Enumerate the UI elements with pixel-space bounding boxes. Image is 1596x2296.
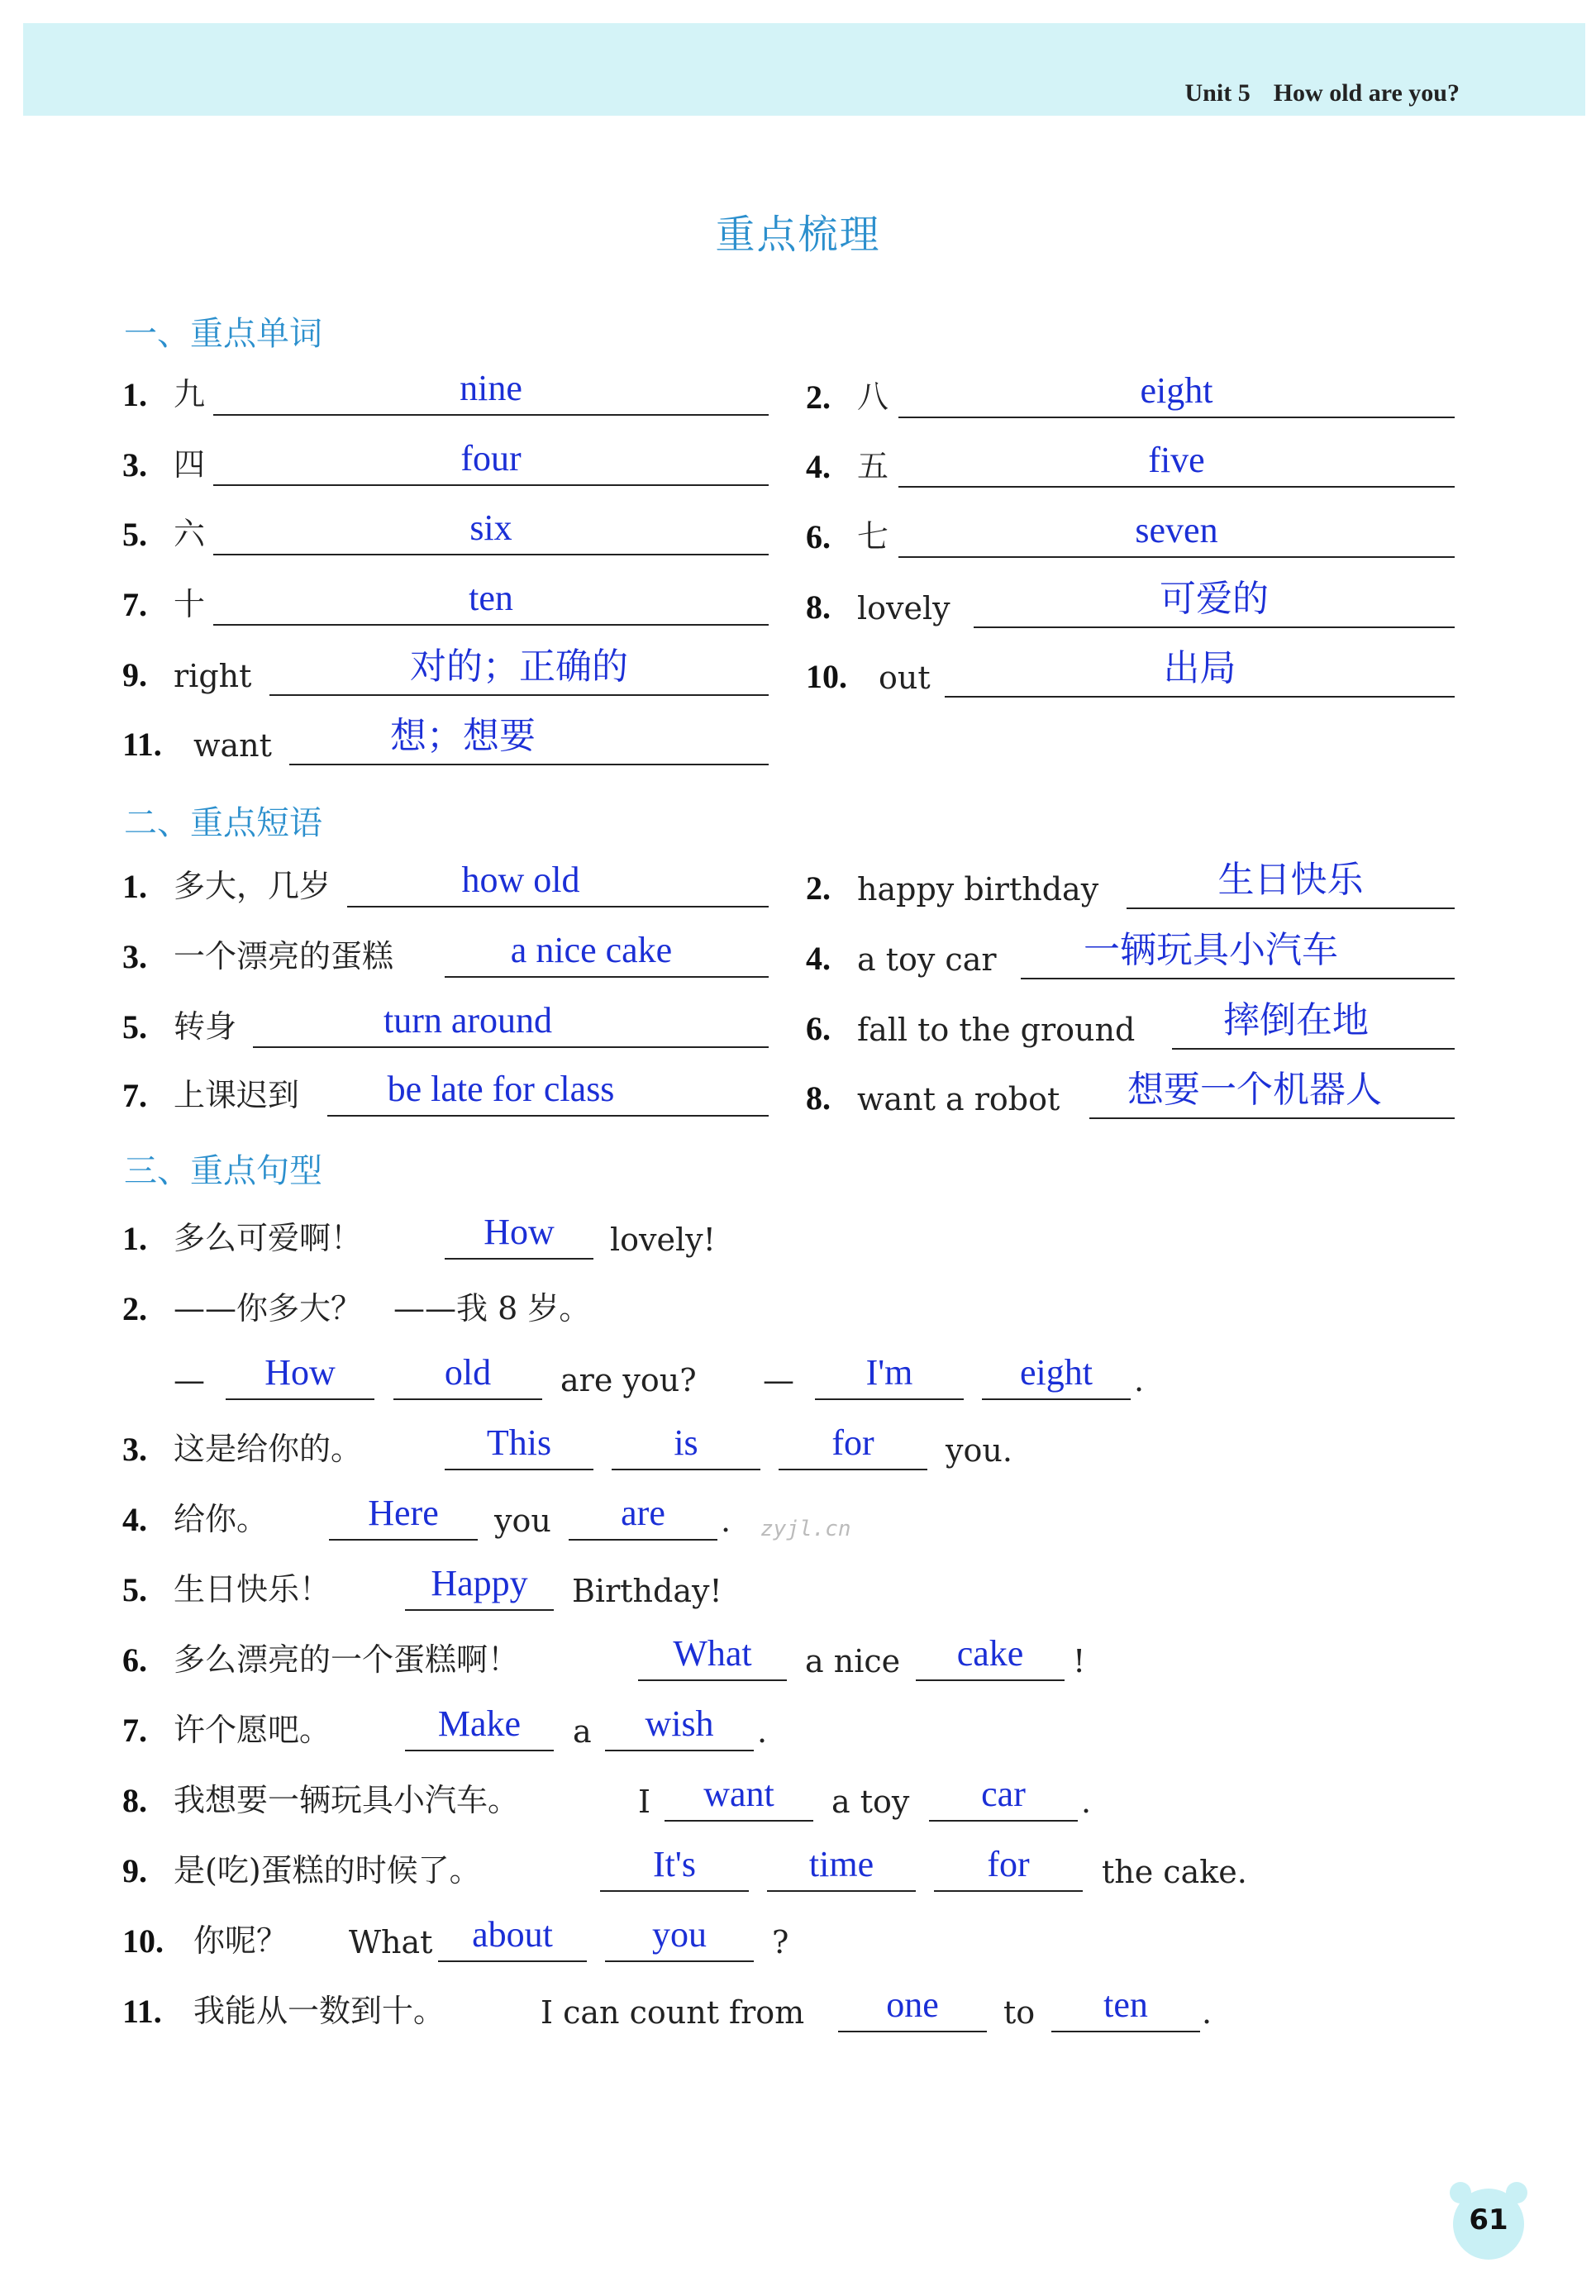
sentence-item — [122, 1628, 1527, 1691]
item-number: 6. — [122, 1641, 147, 1679]
answer-text: This — [486, 1422, 552, 1463]
answer-line — [982, 1398, 1131, 1400]
section-title-phrases: 二、重点短语 — [124, 804, 322, 842]
item-number: 4. — [122, 1501, 147, 1538]
answer-line — [1051, 2031, 1200, 2032]
answer-text: about — [472, 1914, 553, 1955]
answer-text: I'm — [865, 1352, 913, 1393]
answer-text: 摔倒在地 — [1223, 999, 1369, 1041]
sentence-chinese: 多么可爱啊！ — [174, 1220, 363, 1256]
answer-line — [605, 1960, 754, 1962]
item-number: 8. — [806, 1079, 831, 1117]
item-prompt: want — [193, 727, 272, 764]
item-number: 1. — [122, 868, 147, 905]
sentence-end: . — [721, 1503, 731, 1539]
answer-line — [329, 1539, 478, 1541]
sentence-chinese: 生日快乐！ — [174, 1571, 331, 1608]
item-number: 7. — [122, 1712, 147, 1749]
answer-line — [269, 694, 769, 696]
item-prompt: want a robot — [857, 1081, 1060, 1117]
item-number: 3. — [122, 1431, 147, 1468]
answer-text: car — [981, 1774, 1026, 1814]
answer-text: are — [621, 1493, 665, 1533]
item-number: 11. — [122, 726, 162, 763]
answer-text: time — [808, 1844, 874, 1884]
item-number: 7. — [122, 1077, 147, 1114]
sentence-text: a toy — [831, 1784, 910, 1820]
answer-text: wish — [645, 1703, 714, 1744]
answer-text: a nice cake — [510, 930, 673, 970]
sentence-chinese: 许个愿吧。 — [174, 1712, 331, 1748]
answer-text: ten — [1103, 1984, 1148, 2025]
answer-text: 想；想要 — [390, 715, 536, 757]
answer-line — [226, 1398, 374, 1400]
phrase-item — [122, 1069, 769, 1127]
sentence-text: to — [1003, 1994, 1036, 2031]
item-prompt: happy birthday — [857, 871, 1099, 907]
item-prompt: 四 — [174, 446, 206, 483]
item-number: 4. — [806, 940, 831, 977]
item-number: 10. — [122, 1922, 164, 1960]
item-prompt: out — [879, 660, 931, 696]
sentence-item — [122, 1277, 1527, 1340]
item-prompt: right — [174, 658, 252, 694]
answer-text: 可爱的 — [1160, 578, 1269, 620]
sentence-text: I can count from — [541, 1994, 805, 2031]
sentence-text: the cake. — [1102, 1854, 1247, 1890]
sentence-chinese: 我能从一数到十。 — [193, 1993, 445, 2029]
sentence-chinese: 这是给你的。 — [174, 1431, 363, 1467]
item-prompt: 转身 — [174, 1008, 237, 1045]
answer-text: nine — [460, 368, 522, 408]
answer-text: 生日快乐 — [1217, 859, 1364, 901]
answer-line — [665, 1820, 813, 1822]
answer-line — [1172, 1048, 1455, 1050]
answer-line — [289, 764, 769, 765]
dash-mark: — — [174, 1362, 205, 1398]
answer-line — [767, 1890, 916, 1892]
sentence-item — [122, 1558, 1527, 1621]
item-number: 1. — [122, 1220, 147, 1257]
item-prompt: 六 — [174, 516, 206, 552]
item-number: 9. — [122, 656, 147, 693]
sentence-item-continued — [122, 1347, 1527, 1410]
answer-text: how old — [461, 860, 580, 900]
answer-text: want — [703, 1774, 774, 1814]
sentence-text: a — [573, 1713, 592, 1750]
answer-line — [838, 2031, 987, 2032]
answer-text: turn around — [383, 1000, 553, 1041]
item-number: 5. — [122, 1008, 147, 1046]
answer-line — [898, 417, 1455, 418]
item-prompt: 八 — [857, 379, 889, 415]
phrase-item — [806, 1071, 1455, 1129]
answer-text: for — [987, 1844, 1030, 1884]
answer-line — [347, 906, 769, 907]
answer-line — [253, 1046, 769, 1048]
item-number: 10. — [806, 658, 847, 695]
answer-text: for — [831, 1422, 874, 1463]
answer-line — [898, 556, 1455, 558]
sentence-chinese: 你呢？ — [193, 1922, 288, 1959]
phrase-item — [122, 860, 769, 917]
answer-text: is — [674, 1422, 698, 1463]
item-number: 11. — [122, 1993, 162, 2030]
watermark: zyjl.cn — [760, 1517, 851, 1541]
answer-text: six — [469, 507, 512, 548]
phrase-item — [122, 1000, 769, 1058]
sentence-text: are you? — [560, 1362, 697, 1398]
answer-line — [213, 624, 769, 626]
answer-text: ten — [469, 578, 513, 618]
running-header — [1185, 79, 1460, 107]
item-number: 8. — [122, 1782, 147, 1819]
answer-text: eight — [1140, 370, 1213, 411]
item-number: 7. — [122, 586, 147, 623]
item-prompt: 七 — [857, 518, 889, 555]
sentence-item — [122, 1839, 1527, 1902]
answer-text: old — [444, 1352, 492, 1393]
section-title-sentences: 三、重点句型 — [124, 1152, 322, 1190]
item-number: 2. — [806, 869, 831, 907]
word-item — [806, 440, 1455, 498]
answer-line — [213, 414, 769, 416]
answer-text: 一辆玩具小汽车 — [1084, 929, 1338, 971]
item-number: 8. — [806, 588, 831, 626]
sentence-chinese: 给你。 — [174, 1501, 269, 1537]
item-prompt: 五 — [857, 448, 889, 484]
item-number: 5. — [122, 1571, 147, 1608]
sentence-chinese: 我想要一辆玩具小汽车。 — [174, 1782, 520, 1818]
answer-text: five — [1148, 440, 1205, 480]
item-number: 5. — [122, 516, 147, 553]
answer-line — [213, 484, 769, 486]
sentence-end: ? — [772, 1924, 789, 1960]
sentence-text: you — [494, 1503, 551, 1539]
item-number: 6. — [806, 518, 831, 555]
sentence-text: lovely! — [610, 1222, 716, 1258]
phrase-item — [806, 999, 1455, 1060]
sentence-item — [122, 1417, 1527, 1480]
sentence-end: . — [1134, 1362, 1145, 1398]
item-number: 1. — [122, 376, 147, 413]
answer-line — [600, 1890, 749, 1892]
unit-label: Unit 5 — [1184, 79, 1251, 107]
answer-line — [934, 1890, 1083, 1892]
item-prompt: 多大，几岁 — [174, 868, 331, 904]
item-prompt: lovely — [857, 590, 950, 626]
phrase-item — [806, 861, 1455, 919]
sentence-item — [122, 1909, 1527, 1972]
answer-line — [445, 976, 769, 978]
word-item — [806, 370, 1455, 428]
answer-line — [569, 1539, 717, 1541]
sentence-item — [122, 1698, 1527, 1761]
answer-line — [945, 696, 1455, 698]
word-item — [122, 717, 769, 775]
word-item — [806, 510, 1455, 568]
answer-line — [213, 554, 769, 555]
sentence-end: ! — [1073, 1643, 1086, 1679]
dash-mark: — — [763, 1362, 794, 1398]
sentence-text: What — [349, 1924, 433, 1960]
sentence-end: . — [1202, 1994, 1212, 2031]
sentence-end: . — [757, 1713, 768, 1750]
answer-line — [638, 1679, 787, 1681]
page-number-badge — [1453, 2189, 1524, 2260]
word-item — [122, 368, 769, 426]
sentence-chinese: 是(吃)蛋糕的时候了。 — [174, 1852, 481, 1889]
unit-title: How old are you? — [1273, 79, 1460, 107]
answer-line — [405, 1750, 554, 1751]
answer-line — [815, 1398, 964, 1400]
item-number: 6. — [806, 1010, 831, 1047]
answer-line — [1127, 907, 1455, 909]
item-number: 4. — [806, 448, 831, 485]
answer-line — [1089, 1117, 1455, 1119]
answer-text: 对的；正确的 — [410, 645, 628, 688]
word-item — [122, 578, 769, 636]
word-item — [122, 645, 769, 706]
word-item — [122, 507, 769, 565]
word-item — [806, 647, 1455, 707]
answer-line — [612, 1469, 760, 1470]
page-number: 61 — [1469, 2203, 1508, 2236]
answer-text: four — [460, 438, 522, 479]
answer-line — [445, 1258, 593, 1260]
item-prompt: 九 — [174, 376, 206, 412]
sentence-chinese: ——你多大？ ——我 8 岁。 — [174, 1290, 591, 1327]
sentence-text: a nice — [805, 1643, 901, 1679]
item-prompt: fall to the ground — [857, 1012, 1136, 1048]
answer-line — [605, 1750, 754, 1751]
answer-line — [445, 1469, 593, 1470]
phrase-item — [806, 931, 1455, 989]
answer-text: 出局 — [1163, 647, 1236, 689]
answer-text: you — [652, 1914, 707, 1955]
sentence-item — [122, 1207, 1527, 1269]
answer-text: be late for class — [387, 1069, 615, 1109]
answer-text: eight — [1020, 1352, 1093, 1393]
item-number: 3. — [122, 938, 147, 975]
section-title-words: 一、重点单词 — [124, 315, 322, 353]
answer-line — [405, 1609, 554, 1611]
sentence-chinese: 多么漂亮的一个蛋糕啊！ — [174, 1641, 520, 1678]
answer-line — [929, 1820, 1078, 1822]
answer-text: Happy — [431, 1563, 528, 1603]
answer-line — [779, 1469, 927, 1470]
phrase-item — [122, 930, 769, 988]
answer-text: 想要一个机器人 — [1127, 1069, 1382, 1111]
item-prompt: 一个漂亮的蛋糕 — [174, 938, 394, 974]
sentence-end: . — [1081, 1784, 1092, 1820]
answer-text: What — [673, 1633, 752, 1674]
item-number: 2. — [122, 1290, 147, 1327]
sentence-text: you. — [946, 1432, 1012, 1469]
word-item — [122, 438, 769, 496]
word-item — [806, 580, 1455, 638]
sentence-item — [122, 1979, 1527, 2042]
sentence-text: Birthday! — [572, 1573, 722, 1609]
item-number: 9. — [122, 1852, 147, 1889]
page-title: 重点梳理 — [715, 212, 881, 258]
item-prompt: a toy car — [857, 941, 997, 978]
answer-text: It's — [653, 1844, 696, 1884]
item-number: 3. — [122, 446, 147, 483]
answer-text: Make — [437, 1703, 522, 1744]
answer-text: Here — [368, 1493, 439, 1533]
answer-text: cake — [956, 1633, 1024, 1674]
item-prompt: 十 — [174, 586, 206, 622]
answer-line — [916, 1679, 1065, 1681]
answer-text: seven — [1135, 510, 1218, 550]
answer-line — [393, 1398, 542, 1400]
answer-text: How — [484, 1212, 555, 1252]
answer-text: one — [886, 1984, 939, 2025]
sentence-item — [122, 1769, 1527, 1832]
sentence-text: I — [638, 1784, 651, 1820]
item-prompt: 上课迟到 — [174, 1077, 300, 1113]
answer-text: How — [264, 1352, 336, 1393]
answer-line — [898, 486, 1455, 488]
answer-line — [974, 626, 1455, 628]
answer-line — [438, 1960, 587, 1962]
answer-line — [1021, 978, 1455, 979]
answer-line — [327, 1115, 769, 1117]
item-number: 2. — [806, 379, 831, 416]
